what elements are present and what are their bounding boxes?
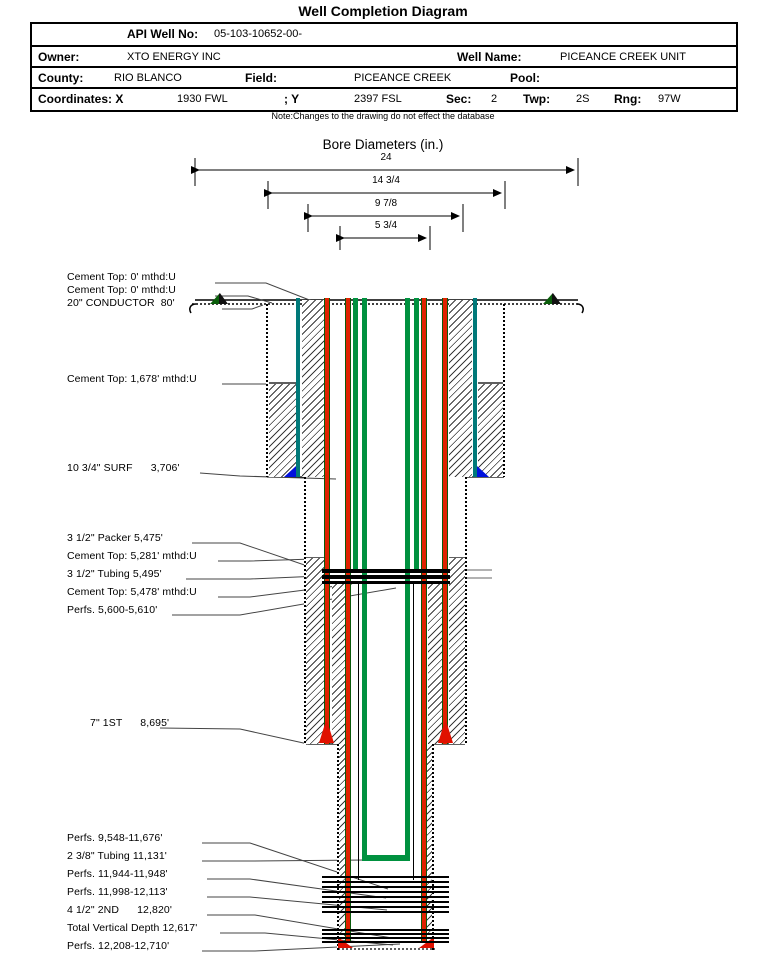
coordinates-label: Coordinates: X: [38, 92, 124, 106]
perf-bar: [322, 876, 449, 878]
perfs-12208-label: Perfs. 12,208-12,710': [67, 940, 170, 952]
bore-diameters-title: Bore Diameters (in.): [322, 137, 444, 152]
cement-hatch-5478-right: [428, 582, 442, 744]
perf-bar: [322, 906, 449, 908]
note-text: Note:Changes to the drawing do not effect the database: [271, 111, 495, 121]
bore-dim-5-34: 5 3/4: [374, 220, 398, 231]
twp-value: 2S: [576, 93, 590, 105]
packer-bar: [322, 569, 450, 573]
tubing-238-label: 2 3/8" Tubing 11,131': [67, 850, 167, 862]
casing-7in-label: 7" 1ST 8,695': [90, 717, 170, 729]
cement-hatch-5478-left: [332, 582, 346, 744]
cement-hatch-5281-right: [449, 558, 466, 744]
tubing-35-label: 3 1/2" Tubing 5,495': [67, 568, 162, 580]
casing-45-label: 4 1/2" 2ND 12,820': [67, 904, 172, 916]
well-name-value: PICEANCE CREEK UNIT: [560, 51, 686, 63]
owner-value: XTO ENERGY INC: [127, 51, 221, 63]
cement-top-1678-label: Cement Top: 1,678' mthd:U: [67, 373, 197, 385]
rng-value: 97W: [658, 93, 681, 105]
perf-bar: [322, 911, 449, 913]
coordinates-y-value: 2397 FSL: [354, 93, 402, 105]
bore-dim-9-78: 9 7/8: [374, 198, 398, 209]
county-label: County:: [38, 71, 84, 85]
perfs-9548-label: Perfs. 9,548-11,676': [67, 832, 163, 844]
tvd-label: Total Vertical Depth 12,617': [67, 922, 198, 934]
inner-line-right: [413, 582, 414, 880]
bore-dimension-arrows: [195, 158, 578, 250]
cement-top-0-label-2: Cement Top: 0' mthd:U: [67, 284, 176, 296]
borehole-wall-14-right: [503, 304, 505, 477]
tubing-238-left: [362, 298, 367, 861]
cement-top-5478-label: Cement Top: 5,478' mthd:U: [67, 586, 197, 598]
cement-hatch-surf-right: [449, 300, 472, 477]
perfs-5600-label: Perfs. 5,600-5,610': [67, 604, 158, 616]
cement-top-0-label: Cement Top: 0' mthd:U: [67, 271, 176, 283]
perf-bar: [322, 891, 449, 893]
tubing-35-right: [414, 298, 419, 570]
borehole-wall-9-right: [465, 477, 467, 745]
casing-7in-right: [442, 298, 448, 744]
pool-label: Pool:: [510, 71, 540, 85]
field-label: Field:: [245, 71, 277, 85]
well-name-label: Well Name:: [457, 50, 522, 64]
perf-bar: [322, 929, 449, 931]
tubing-238-bottom: [362, 855, 410, 861]
sec-label: Sec:: [446, 92, 472, 106]
packer-bar: [322, 581, 450, 584]
perf-bar: [322, 896, 449, 898]
coordinates-x-value: 1930 FWL: [177, 93, 228, 105]
borehole-wall-5-left: [337, 744, 339, 950]
county-value: RIO BLANCO: [114, 72, 182, 84]
cement-hatch-surf-left: [302, 300, 325, 477]
cement-hatch-1678-right: [478, 384, 504, 477]
perfs-11998-label: Perfs. 11,998-12,113': [67, 886, 168, 898]
twp-label: Twp:: [523, 92, 551, 106]
tubing-35-left: [353, 298, 358, 570]
perf-bar: [322, 881, 449, 883]
borehole-wall-9-left: [304, 477, 306, 745]
casing-45-left: [345, 298, 351, 942]
perf-bar: [322, 901, 449, 903]
inner-line-left: [358, 582, 359, 880]
perfs-11944-label: Perfs. 11,944-11,948': [67, 868, 168, 880]
borehole-wall-5-right: [432, 744, 434, 950]
bore-dim-24: 24: [380, 152, 392, 163]
cement-hatch-1678-left: [269, 384, 296, 477]
api-label: API Well No:: [127, 27, 199, 41]
casing-45-right: [421, 298, 427, 942]
coordinates-y-label: ; Y: [284, 92, 300, 106]
casing-7in-left: [324, 298, 330, 744]
perf-bar: [322, 886, 449, 888]
cement-top-5281-label: Cement Top: 5,281' mthd:U: [67, 550, 197, 562]
surface-lines: [190, 300, 583, 313]
cement-hatch-5281-left: [306, 558, 325, 744]
sec-value: 2: [491, 93, 498, 105]
surface-casing-label: 10 3/4" SURF 3,706': [67, 462, 180, 474]
perf-bar: [322, 937, 449, 939]
api-value: 05-103-10652-00-: [214, 28, 303, 40]
borehole-wall-14-left: [266, 304, 268, 477]
tubing-238-right: [405, 298, 410, 861]
bore-dim-14-34: 14 3/4: [372, 175, 400, 186]
owner-label: Owner:: [38, 50, 80, 64]
perf-bar: [322, 941, 449, 943]
packer-label: 3 1/2" Packer 5,475': [67, 532, 163, 544]
packer-bar: [322, 575, 450, 579]
conductor-label: 20" CONDUCTOR 80': [67, 297, 175, 309]
page-title: Well Completion Diagram: [298, 3, 468, 19]
surface-casing-right: [473, 298, 477, 477]
field-value: PICEANCE CREEK: [354, 72, 452, 84]
surface-casing-left: [296, 298, 300, 477]
rng-label: Rng:: [614, 92, 642, 106]
perf-bar: [322, 933, 449, 935]
